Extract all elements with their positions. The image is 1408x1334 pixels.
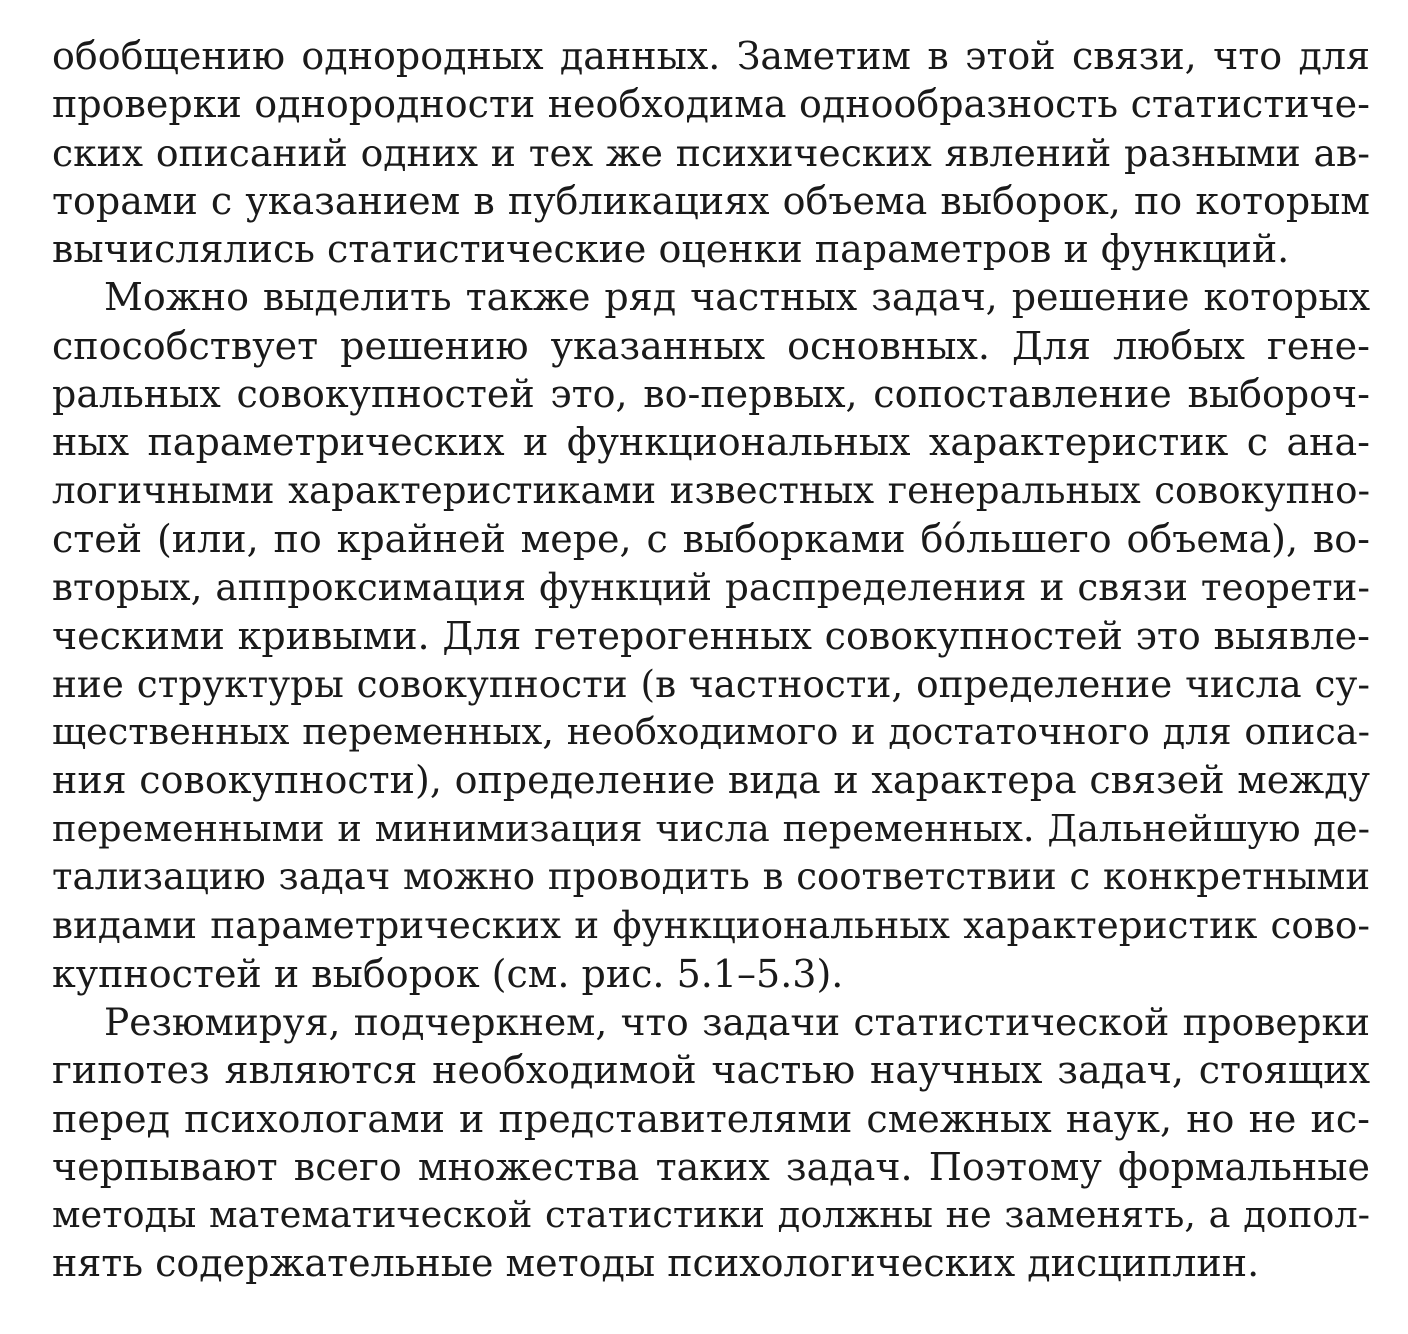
- text-line: проверки однородности необходима однообразность статистиче-: [52, 82, 1370, 127]
- text-line: ральных совокупностей это, во-первых, сопоставление выбороч-: [52, 372, 1370, 417]
- text-line: ских описаний одних и тех же психических явлений разными ав-: [52, 130, 1370, 175]
- text-line: логичными характеристиками известных генеральных совокупно-: [52, 468, 1370, 512]
- text-line: черпывают всего множества таких задач. Поэтому формальные: [52, 1144, 1370, 1189]
- text-line: торами с указанием в публикациях объема выборок, по которым: [52, 178, 1370, 223]
- text-line: методы математической статистики должны не заменять, а допол-: [52, 1193, 1370, 1237]
- text-line: переменными и минимизация числа переменных. Дальнейшую де-: [52, 806, 1370, 850]
- text-line: вторых, аппроксимация функций распределения и связи теорети-: [52, 565, 1370, 610]
- paragraph-2: [52, 273, 1370, 997]
- text-line: ния совокупности), определение вида и характера связей между: [52, 758, 1370, 803]
- text-line: Резюмируя, подчеркнем, что задачи статистической проверки: [104, 999, 1370, 1044]
- text-line: ных параметрических и функциональных характеристик с ана-: [52, 420, 1370, 465]
- text-line: гипотез являются необходимой частью научных задач, стоящих: [52, 1048, 1370, 1093]
- text-line: способствует решению указанных основных. Для любых гене-: [52, 323, 1370, 368]
- text-line: тализацию задач можно проводить в соответствии с конкретными: [52, 855, 1370, 899]
- text-line: ческими кривыми. Для гетерогенных совокупностей это выявле-: [52, 613, 1370, 658]
- paragraph-1: [52, 32, 1370, 273]
- text-line: перед психологами и представителями смежных наук, но не ис-: [52, 1096, 1370, 1141]
- text-line: стей (или, по крайней мере, с выборками бо́льшего объема), во-: [52, 516, 1370, 561]
- text-line: обобщению однородных данных. Заметим в этой связи, что для: [52, 34, 1370, 78]
- text-line: ние структуры совокупности (в частности, определение числа су-: [52, 661, 1370, 706]
- text-line: щественных переменных, необходимого и достаточного для описа-: [52, 710, 1370, 754]
- text-line: купностей и выборок (см. рис. 5.1–5.3).: [52, 951, 844, 996]
- paragraph-3: [52, 998, 1370, 1288]
- text-line: видами параметрических и функциональных характеристик сово-: [52, 903, 1370, 948]
- document-page: [52, 32, 1370, 1288]
- text-line: нять содержательные методы психологических дисциплин.: [52, 1241, 1260, 1286]
- text-line: Можно выделить также ряд частных задач, решение которых: [104, 275, 1370, 320]
- text-line: вычислялись статистические оценки параметров и функций.: [52, 227, 1290, 272]
